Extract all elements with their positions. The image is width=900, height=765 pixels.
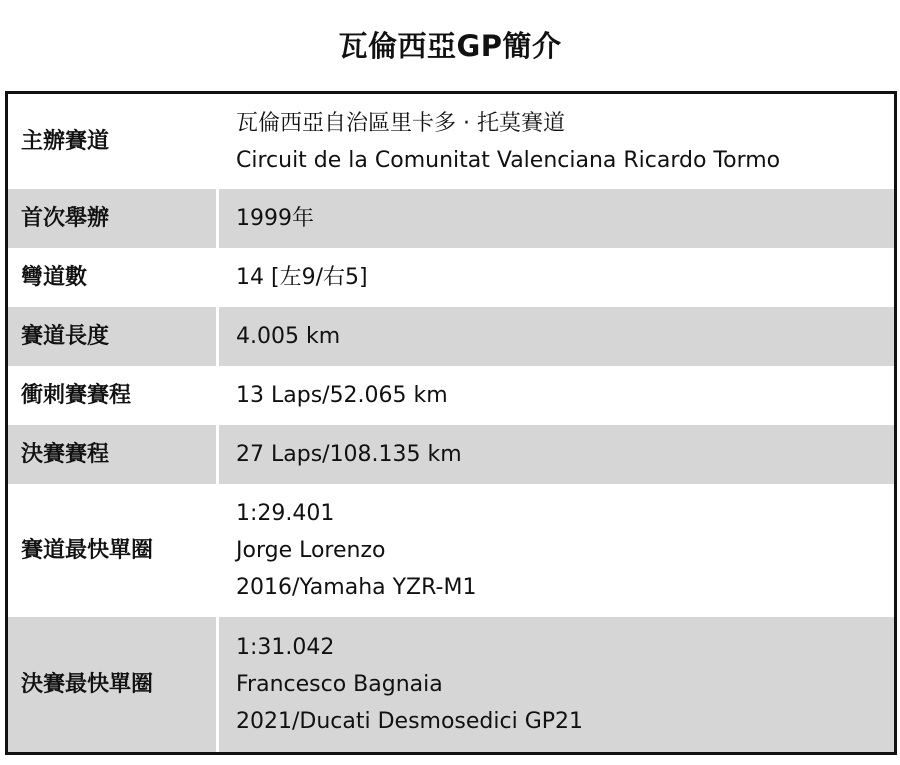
row-value (219, 617, 894, 752)
value-line: 1:31.042 (236, 635, 335, 660)
row-value (219, 248, 894, 307)
table-row-race-fastest-lap (8, 617, 894, 752)
row-label: 決賽最快單圈 (21, 671, 154, 697)
value-line: 2016/Yamaha YZR-M1 (236, 575, 477, 600)
row-label: 首次舉辦 (21, 205, 110, 231)
table-row-race-distance (8, 425, 894, 484)
page-title: 瓦倫西亞GP簡介 (338, 29, 562, 63)
table-row-sprint-distance (8, 366, 894, 425)
row-label: 決賽賽程 (21, 441, 110, 467)
row-label: 衝刺賽賽程 (21, 382, 132, 408)
value-line: Circuit de la Comunitat Valenciana Ricardo Tormo (236, 147, 781, 173)
value-line: 14 [左9/右5] (236, 265, 368, 290)
value-line: 2021/Ducati Desmosedici GP21 (236, 709, 584, 734)
info-table (5, 91, 897, 755)
row-label: 賽道長度 (21, 323, 110, 349)
row-label: 賽道最快單圈 (21, 537, 154, 563)
row-value (219, 94, 894, 189)
row-value (219, 189, 894, 248)
table-row-track-length (8, 307, 894, 366)
row-value (219, 484, 894, 617)
table-row-venue (8, 94, 894, 189)
value-line: 瓦倫西亞自治區里卡多 · 托莫賽道 (236, 110, 565, 136)
value-line: Francesco Bagnaia (236, 672, 443, 697)
row-value (219, 307, 894, 366)
row-value (219, 425, 894, 484)
value-line: Jorge Lorenzo (236, 538, 386, 563)
value-line: 1999年 (236, 206, 314, 231)
value-line: 4.005 km (236, 324, 341, 349)
table-row-corners (8, 248, 894, 307)
table-row-first-held (8, 189, 894, 248)
row-value (219, 366, 894, 425)
value-line: 13 Laps/52.065 km (236, 383, 448, 408)
row-label: 主辦賽道 (21, 128, 110, 154)
value-line: 1:29.401 (236, 501, 335, 526)
row-label: 彎道數 (21, 264, 88, 290)
table-row-circuit-lap-record (8, 484, 894, 617)
value-line: 27 Laps/108.135 km (236, 442, 462, 467)
